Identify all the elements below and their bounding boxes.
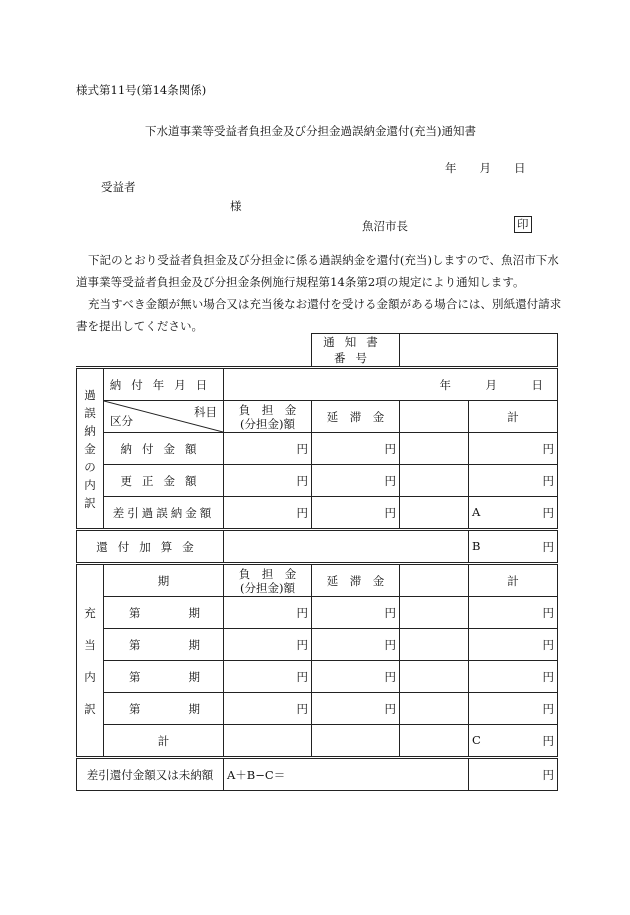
refund-addition-label: 還付加算金	[77, 530, 224, 564]
amount-cell[interactable]: 円	[224, 597, 312, 629]
amount-cell[interactable]: 円	[469, 465, 558, 497]
side-char: 誤	[84, 405, 96, 420]
kamoku-label: 科目	[194, 405, 217, 419]
col-burden-line2: (分担金)額	[240, 416, 295, 431]
side-char: 訳	[84, 495, 96, 510]
body-paragraph-2: 充当すべき金額が無い場合又は充当後なお還付を受ける金額がある場合には、別紙還付請求書を提出してください。	[76, 297, 562, 333]
period-header: 期	[104, 564, 224, 597]
dai-label: 第	[129, 605, 141, 620]
amount-cell[interactable]: 円	[312, 497, 400, 530]
honorific-sama: 様	[230, 199, 242, 213]
side-char: 内	[84, 477, 96, 492]
form-tables	[76, 333, 557, 791]
side-char: 金	[84, 441, 96, 456]
notice-no-field[interactable]	[400, 334, 558, 368]
dai-label: 第	[129, 669, 141, 684]
blank-header	[400, 564, 469, 597]
side-char: 納	[84, 423, 96, 438]
amount-cell[interactable]: 円	[312, 661, 400, 693]
row-label: 差引過誤納金額	[104, 497, 224, 530]
final-formula: A＋B−C＝	[224, 758, 469, 791]
yen-label: 円	[542, 505, 555, 520]
body-text	[76, 249, 566, 337]
col-total-header: 計	[469, 401, 558, 433]
kamoku-kubun-header	[104, 401, 224, 433]
mark-c: C	[472, 732, 481, 747]
blank-cell	[400, 725, 469, 758]
payment-date-label: 納付年月日	[104, 368, 224, 401]
yen-label: 円	[542, 539, 555, 554]
appropriation-total-label: 計	[104, 725, 224, 758]
blank-header	[400, 401, 469, 433]
dai-label: 第	[129, 637, 141, 652]
col-delay-header: 延 滞 金	[312, 401, 400, 433]
amount-cell[interactable]: 円	[469, 629, 558, 661]
amount-cell[interactable]: 円	[224, 693, 312, 725]
blank-cell	[400, 629, 469, 661]
col-delay-header: 延 滞 金	[312, 564, 400, 597]
kubun-label: 区分	[110, 414, 133, 428]
period-label	[104, 629, 224, 661]
table-row	[77, 629, 558, 661]
period-label	[104, 693, 224, 725]
table-row	[77, 661, 558, 693]
col-burden-line1: 負 担 金	[238, 402, 297, 417]
refund-addition-amount[interactable]	[469, 530, 558, 564]
amount-cell[interactable]: 円	[224, 497, 312, 530]
amount-cell[interactable]: 円	[312, 597, 400, 629]
table-row	[77, 465, 558, 497]
refund-addition-field[interactable]	[224, 530, 469, 564]
col-burden-header	[224, 564, 312, 597]
amount-cell[interactable]: 円	[469, 433, 558, 465]
amount-cell[interactable]: 円	[469, 597, 558, 629]
amount-cell[interactable]: 円	[224, 629, 312, 661]
table-row	[77, 725, 558, 758]
amount-cell[interactable]: 円	[312, 693, 400, 725]
amount-cell[interactable]: 円	[469, 693, 558, 725]
amount-cell[interactable]: 円	[224, 661, 312, 693]
blank-cell	[400, 693, 469, 725]
side-char: の	[84, 459, 96, 474]
amount-cell-a[interactable]	[469, 497, 558, 530]
ki-label: 期	[188, 669, 200, 684]
table-row	[77, 693, 558, 725]
side-char: 内	[84, 669, 96, 684]
table-row	[77, 433, 558, 465]
blank-cell	[400, 497, 469, 530]
ki-label: 期	[188, 637, 200, 652]
amount-cell[interactable]: 円	[312, 629, 400, 661]
amount-cell-c[interactable]	[469, 725, 558, 758]
final-amount[interactable]: 円	[469, 758, 558, 791]
amount-cell[interactable]: 円	[224, 465, 312, 497]
seal-text: 印	[514, 216, 532, 233]
side-char: 過	[84, 387, 96, 402]
side-char: 充	[84, 605, 96, 620]
period-label	[104, 661, 224, 693]
blank-cell	[224, 725, 312, 758]
col-burden-header	[224, 401, 312, 433]
col-burden-line1: 負 担 金	[238, 566, 297, 581]
form-number: 様式第11号(第14条関係)	[76, 83, 207, 97]
notice-spacer	[77, 334, 312, 368]
blank-cell	[400, 465, 469, 497]
issuer-name: 魚沼市長	[362, 219, 408, 233]
mark-b: B	[472, 538, 481, 553]
col-total-header: 計	[469, 564, 558, 597]
col-burden-line2: (分担金)額	[240, 580, 295, 595]
blank-cell	[400, 661, 469, 693]
mark-a: A	[472, 504, 481, 519]
amount-cell[interactable]: 円	[224, 433, 312, 465]
seal-mark	[514, 216, 532, 233]
appropriation-side-label	[77, 564, 104, 758]
yen-label: 円	[542, 733, 555, 748]
amount-cell[interactable]: 円	[312, 433, 400, 465]
ki-label: 期	[188, 701, 200, 716]
period-label	[104, 597, 224, 629]
recipient-label: 受益者	[101, 180, 136, 194]
amount-cell[interactable]: 円	[312, 465, 400, 497]
side-char: 訳	[84, 701, 96, 716]
blank-cell	[400, 433, 469, 465]
table-row	[77, 497, 558, 530]
refund-side-label	[77, 368, 104, 530]
body-paragraph-1: 下記のとおり受益者負担金及び分担金に係る過誤納金を還付(充当)しますので、魚沼市下水道事業等受益者負担金及び分担金条例施行規程第14条第2項の規定により通知します。	[76, 253, 559, 289]
date-line: 年 月 日	[445, 161, 526, 175]
notice-no-label: 通知書番号	[312, 334, 400, 368]
payment-date-field[interactable]: 年 月 日	[224, 368, 558, 401]
dai-label: 第	[129, 701, 141, 716]
main-form-table	[76, 333, 558, 791]
table-row	[77, 597, 558, 629]
row-label: 納付金額	[104, 433, 224, 465]
side-char: 当	[84, 637, 96, 652]
blank-cell	[400, 597, 469, 629]
blank-cell	[312, 725, 400, 758]
row-label: 更正金額	[104, 465, 224, 497]
ki-label: 期	[188, 605, 200, 620]
amount-cell[interactable]: 円	[469, 661, 558, 693]
final-row-label: 差引還付金額又は未納額	[77, 758, 224, 791]
document-title: 下水道事業等受益者負担金及び分担金過誤納金還付(充当)通知書	[145, 124, 476, 138]
